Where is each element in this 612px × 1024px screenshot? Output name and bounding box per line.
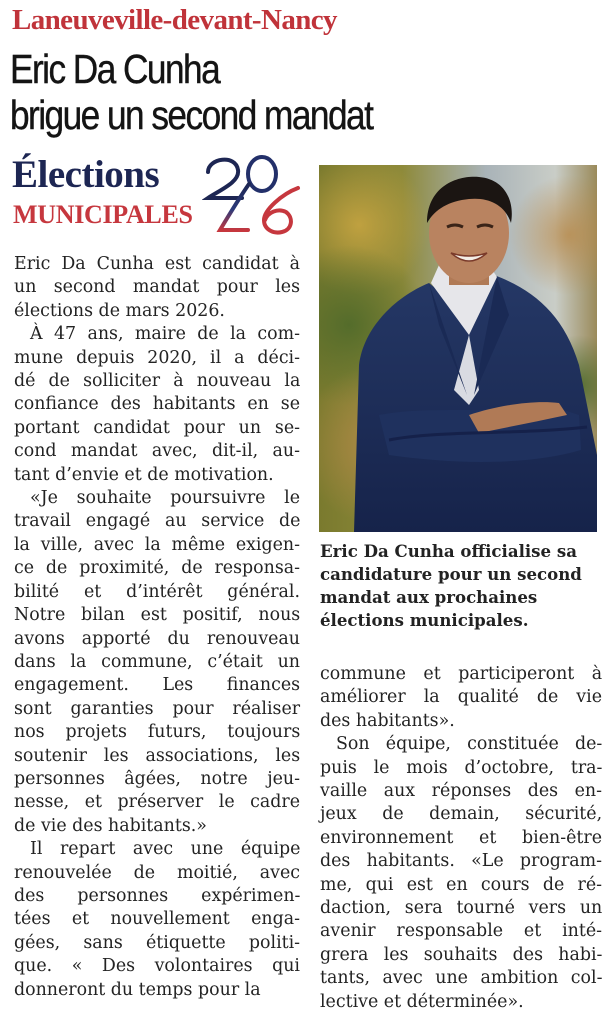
caption-line: Eric Da Cunha officialise sa [320, 541, 577, 561]
article-line: des habitants». [320, 710, 455, 731]
article-line: élections de mars 2026. [14, 300, 225, 321]
article-line: que. « Des volontaires qui [14, 956, 300, 977]
article-line: ce de proximité, de responsa- [14, 558, 300, 579]
article-line: commune et participeront à [320, 664, 603, 684]
article-paragraph [14, 838, 300, 1002]
article-line: dé de solliciter à nouveau la [14, 371, 301, 392]
article-line: nesse, et préserver le cadre [14, 792, 300, 813]
article-line: dans la commune, c’était un [14, 651, 300, 672]
article-line: Son équipe, constituée de- [336, 734, 603, 755]
article-body-left-column [14, 253, 300, 1002]
article-line: confiance des habitants en se [14, 394, 300, 415]
article-line: bilité et d’intérêt général. [14, 581, 300, 602]
headline-line: brigue un second mandat [10, 92, 373, 138]
article-line: améliorer la qualité de vie [320, 687, 602, 708]
article-line: cond mandat avec, dit-il, au- [14, 441, 300, 462]
article-line: de vie des habitants.» [14, 815, 207, 836]
photo-caption [320, 540, 605, 632]
caption-line: mandat aux prochaines [320, 587, 538, 607]
article-line: tants, avec une ambition col- [320, 968, 603, 989]
caption-line: candidature pour un second [320, 564, 582, 584]
article-line: À 47 ans, maire de la com- [30, 324, 300, 345]
logo-year-2026-icon [202, 150, 302, 235]
article-line: vaille aux réponses des en- [320, 781, 602, 802]
article-line: environnement et bien-être [320, 827, 602, 848]
article-paragraph [14, 487, 300, 838]
article-line: travail engagé au service de [14, 511, 301, 532]
logo-word-elections: Élections [12, 153, 160, 196]
article-line: renouvelée de moitié, avec [14, 862, 300, 883]
article-line: puis le mois d’octobre, tra- [320, 757, 603, 778]
article-line: lective et déterminée». [320, 991, 524, 1012]
portrait-illustration-icon [319, 165, 597, 532]
article-line: Eric Da Cunha est candidat à [14, 254, 300, 274]
article-line: gées, sans étiquette politi- [14, 932, 301, 953]
article-body-right-column [320, 663, 602, 1014]
article-paragraph [14, 323, 300, 487]
article-line: Il repart avec une équipe [30, 839, 301, 860]
article-line: nos projets futurs, toujours [14, 722, 301, 743]
kicker-location: Laneuveville-devant-Nancy [12, 4, 337, 36]
article-line: un second mandat pour les [14, 277, 300, 298]
logo-word-municipales: MUNICIPALES [13, 200, 193, 229]
article-line: des habitants. «Le program- [320, 851, 602, 872]
article-line: des personnes expérimen- [14, 885, 301, 906]
article-line: me, qui est en cours de ré- [320, 874, 602, 895]
article-line: avons apporté du renouveau [14, 628, 300, 649]
article-line: Notre bilan est positif, nous [14, 605, 301, 626]
article-line: avenir responsable et inté- [320, 921, 602, 942]
article-paragraph [320, 733, 602, 1014]
portrait-photo [319, 165, 597, 532]
article-paragraph [320, 663, 602, 733]
article-line: «Je souhaite poursuivre le [30, 488, 300, 509]
caption-line: élections municipales. [320, 610, 529, 630]
elections-municipales-2026-logo [12, 150, 312, 235]
article-line: tant d’envie et de motivation. [14, 464, 274, 485]
article-line: sont garanties pour réaliser [14, 698, 301, 719]
article-line: jeux de demain, sécurité, [320, 804, 603, 825]
article-line: soutenir les associations, les [14, 745, 301, 766]
headline [10, 46, 526, 138]
headline-line: Eric Da Cunha [10, 46, 220, 92]
article-paragraph [14, 253, 300, 323]
article-line: la ville, avec la même exigen- [14, 534, 300, 555]
article-line: daction, sera tourné vers un [320, 898, 603, 919]
article-line: donneront du temps pour la [14, 979, 261, 1000]
article-line: portant candidat pour un se- [14, 417, 300, 438]
article-line: mune depuis 2020, il a déci- [14, 347, 300, 368]
article-line: grera les souhaits des habi- [320, 944, 603, 965]
article-line: engagement. Les finances [14, 675, 301, 696]
article-line: personnes âgées, notre jeu- [14, 768, 300, 789]
article-line: tées et nouvellement enga- [14, 909, 300, 930]
